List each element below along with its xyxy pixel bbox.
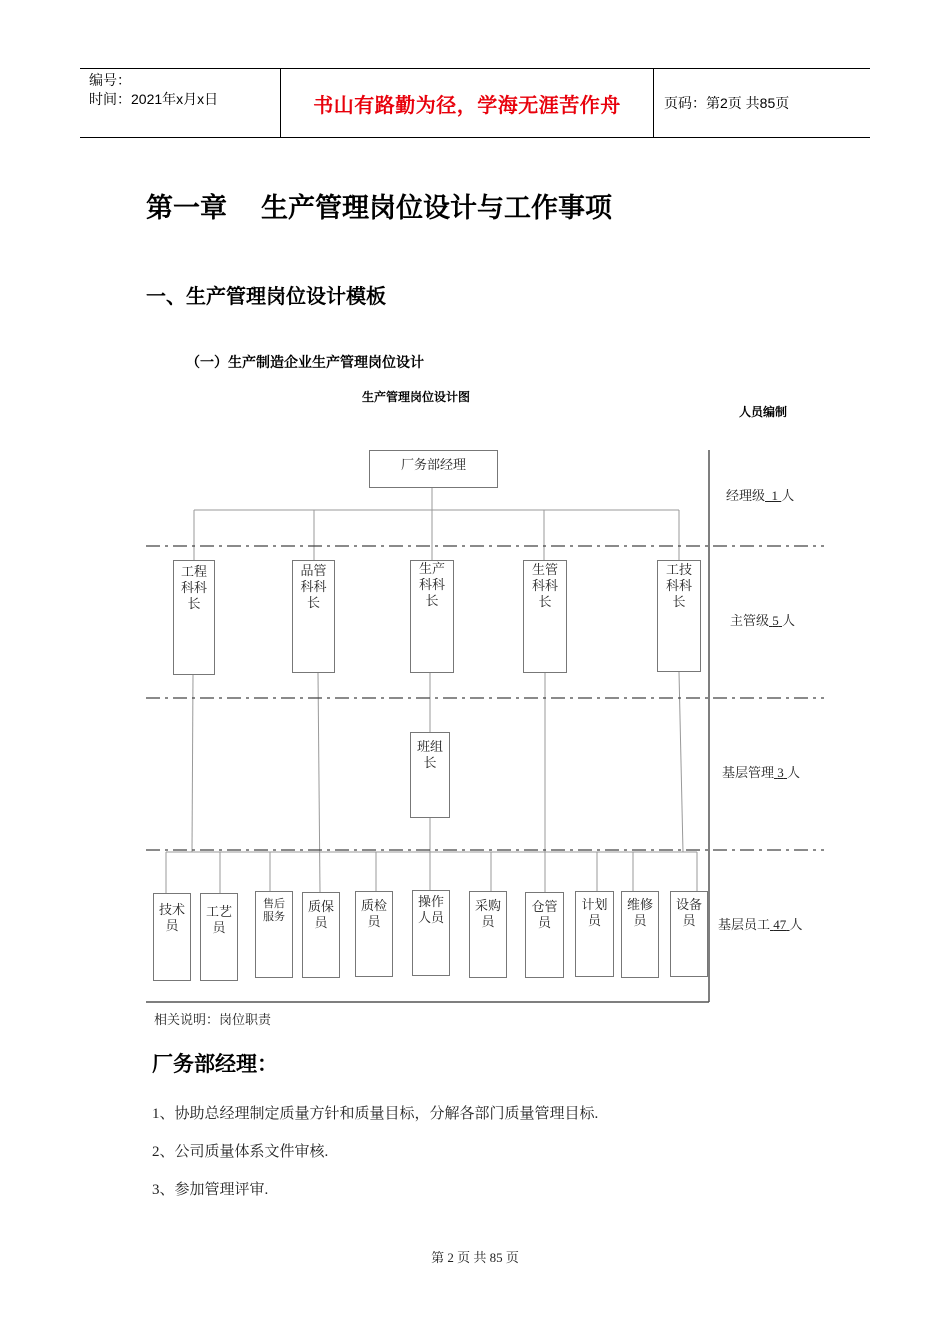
duty-item: 1、协助总经理制定质量方针和质量目标，分解各部门质量管理目标. [152, 1106, 599, 1122]
doc-number: 编号： [89, 72, 131, 88]
org-box-staff: 操作人员 [412, 890, 450, 976]
staffing-header: 人员编制 [739, 405, 788, 419]
org-box-staff: 质检员 [355, 891, 393, 977]
header-meta [80, 69, 281, 137]
org-box-staff: 技术员 [153, 893, 191, 981]
chapter-title [146, 186, 612, 225]
level-label-front-line-management: 基层管理 3 人 [722, 765, 801, 780]
org-box-staff: 售后服务 [255, 891, 293, 978]
page-header [80, 68, 870, 138]
org-box-staff: 维修员 [621, 891, 659, 978]
org-box-manager: 工技科科长 [657, 560, 701, 672]
duty-item: 3、参加管理评审. [152, 1182, 269, 1198]
page-footer: 第 2 页 共 85 页 [431, 1250, 519, 1265]
doc-time: 时间：2021年x月x日 [89, 91, 219, 107]
chapter-name: 生产管理岗位设计与工作事项 [261, 193, 612, 224]
org-box-staff: 质保员 [302, 892, 340, 978]
org-box-staff: 计划员 [575, 891, 614, 977]
level-label-supervisor: 主管级 5 人 [730, 613, 796, 628]
level-label-manager: 经理级 1 人 [726, 488, 795, 503]
header-motto: 书山有路勤为径，学海无涯苦作舟 [281, 69, 654, 137]
org-box-staff: 仓管员 [525, 892, 564, 978]
org-box-manager: 工程科科长 [173, 560, 215, 675]
level-label-employees: 基层员工 47 人 [718, 917, 803, 932]
org-box-manager: 品管科科长 [292, 560, 335, 673]
section-heading: 一、生产管理岗位设计模板 [146, 284, 386, 308]
org-box-staff: 设备员 [670, 891, 708, 977]
header-page-info: 页码：第2页 共85页 [664, 95, 790, 111]
duty-item: 2、公司质量体系文件审核. [152, 1144, 329, 1160]
org-chart-title: 生产管理岗位设计图 [362, 390, 471, 404]
org-box-manager: 生管科科长 [523, 560, 567, 673]
org-box-staff: 工艺员 [200, 893, 238, 981]
org-box-staff: 采购员 [469, 891, 507, 978]
chapter-number: 第一章 [146, 193, 227, 224]
role-heading: 厂务部经理： [152, 1052, 278, 1076]
org-box-plant-manager: 厂务部经理 [369, 450, 498, 488]
org-box-manager: 生产科科长 [410, 560, 454, 673]
chart-note: 相关说明：岗位职责 [154, 1012, 272, 1027]
org-box-team-leader: 班组长 [410, 732, 450, 818]
subsection-heading: （一）生产制造企业生产管理岗位设计 [186, 355, 424, 371]
